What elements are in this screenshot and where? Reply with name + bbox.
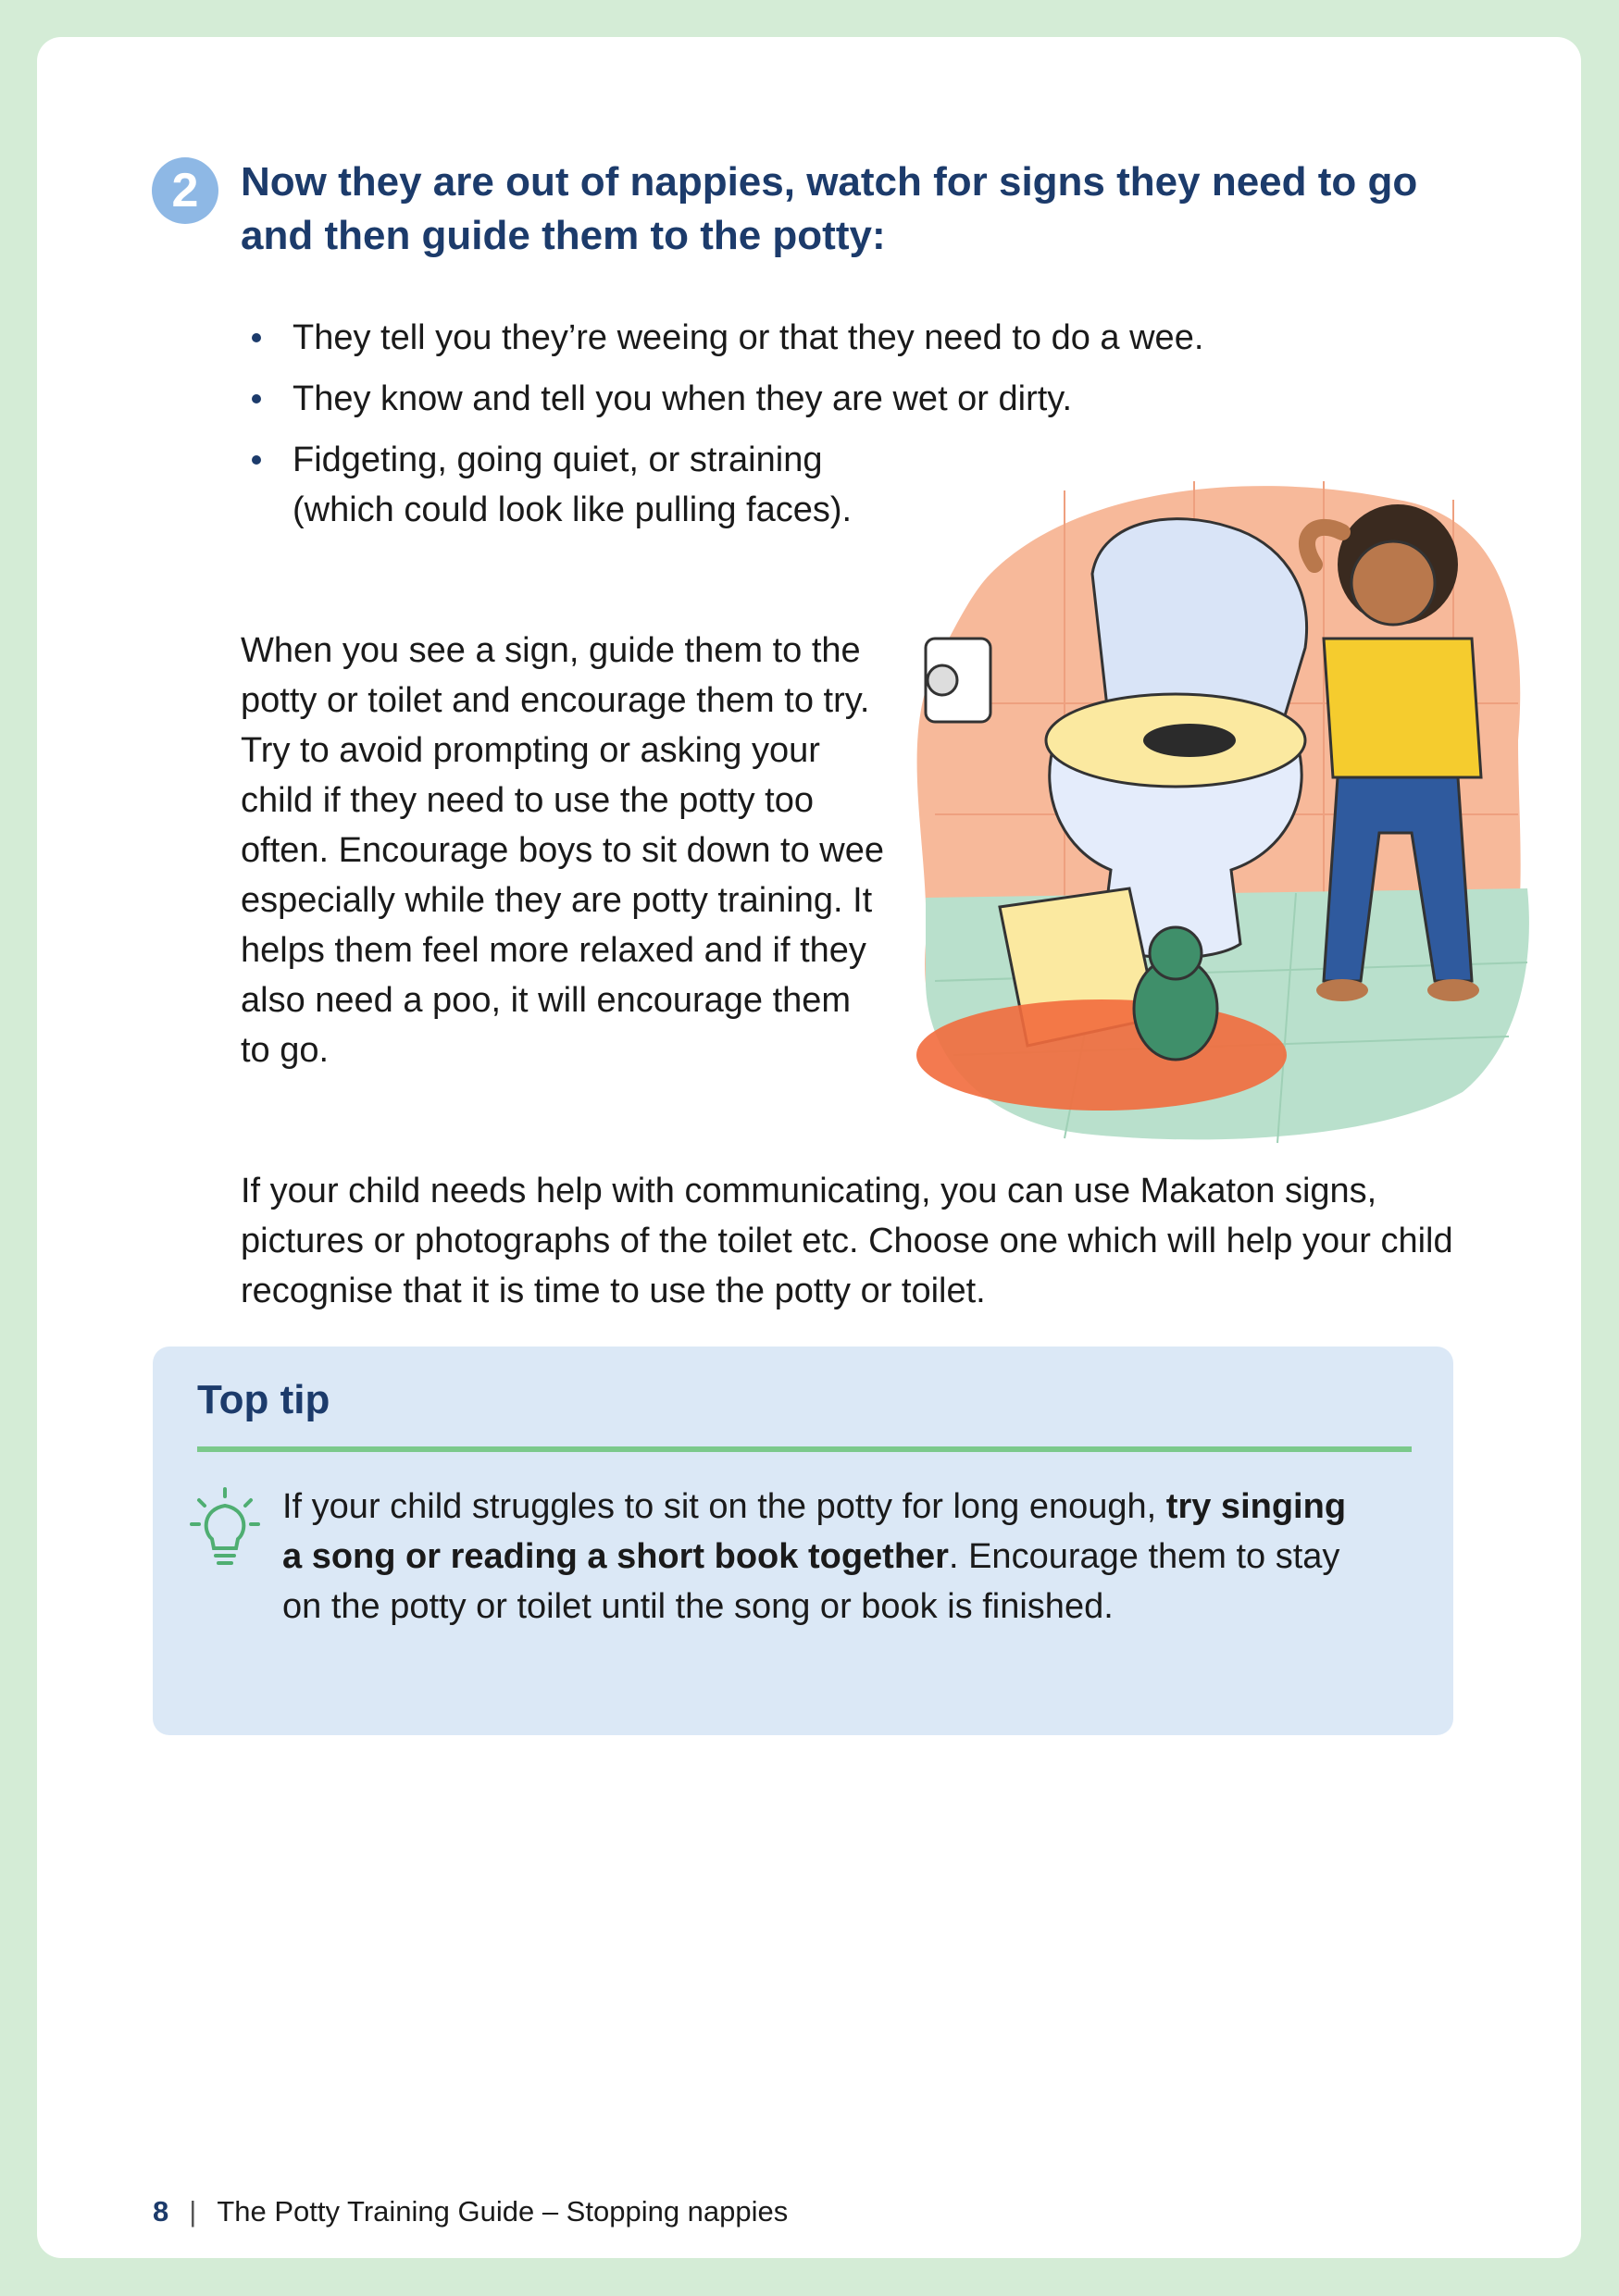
guidance-paragraph: When you see a sign, guide them to the potty or toilet and encourage them to try. Try to avoid prompting or asking your child if they need to use the potty too often. Encourage boys to sit down to wee especially while they are potty training. It helps them feel more relaxed and if they also need a poo, it will encourage them to go. (241, 631, 884, 1070)
communication-paragraph: If your child needs help with communicating, you can use Makaton signs, pictures or photographs of the toilet etc. Choose one which will help your child recognise that it is time to use the potty or toilet. (241, 1172, 1453, 1310)
top-tip-divider (197, 1446, 1412, 1452)
list-item: Fidgeting, going quiet, or straining (which could look like pulling faces). (241, 435, 866, 535)
page-footer (153, 2193, 788, 2230)
page-number: 8 (153, 2195, 169, 2228)
top-tip-box (153, 1347, 1453, 1735)
bullet-icon (252, 394, 261, 403)
page (37, 37, 1581, 2258)
list-item: They tell you they’re weeing or that they need to do a wee. (241, 313, 1407, 363)
top-tip-title: Top tip (197, 1377, 330, 1422)
top-tip-text: If your child struggles to sit on the potty for long enough, try singing a song or reading a short book together. Encourage them to stay on the potty or toilet until the song or book is finished. (282, 1487, 1347, 1626)
step-number-badge: 2 (152, 157, 218, 224)
child-toilet-illustration (879, 463, 1546, 1148)
footer-separator: | (189, 2195, 197, 2228)
lightbulb-icon (190, 1485, 260, 1569)
bullet-icon (252, 333, 261, 342)
bullet-icon (252, 455, 261, 465)
section-heading: Now they are out of nappies, watch for signs they need to go and then guide them to the potty: (241, 159, 1418, 258)
footer-title: The Potty Training Guide – Stopping nappies (217, 2195, 789, 2228)
list-item: They know and tell you when they are wet or dirty. (241, 374, 1407, 424)
top-tip-highlight: try singing a song or reading a short book together (282, 1487, 1347, 1576)
